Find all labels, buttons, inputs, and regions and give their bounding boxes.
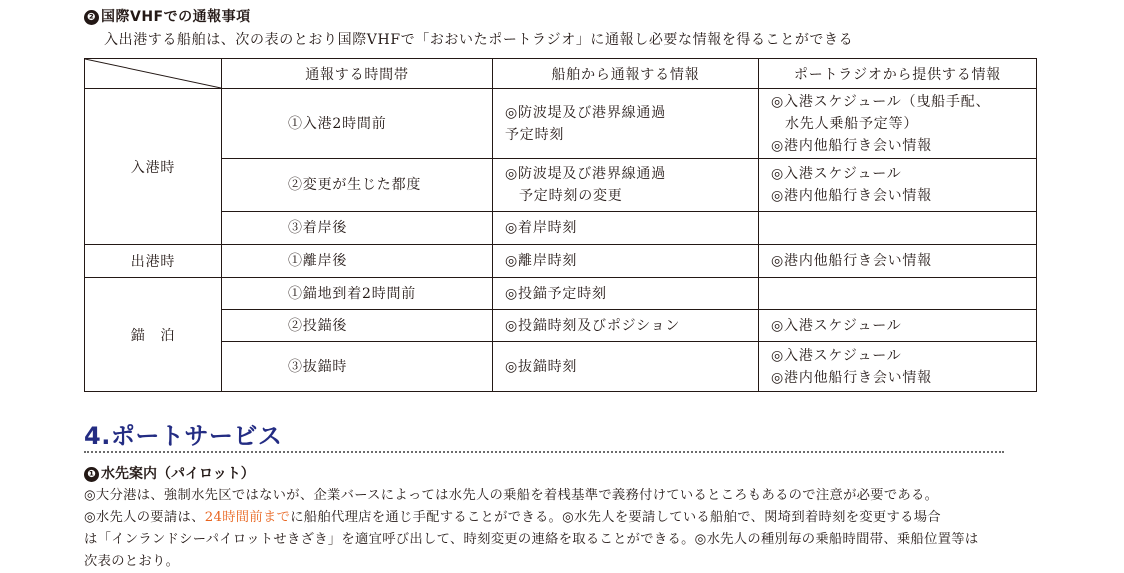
group-label-leaving: 出港時 [85,245,222,278]
cell-line: ◎防波堤及び港界線通過 [505,166,667,182]
time-cell: ①入港2時間前 [222,89,493,159]
ship-info-cell: ◎投錨時刻及びポジション [493,310,759,342]
table-row [85,159,1037,212]
cell-line: ◎防波堤及び港界線通過 [505,104,667,121]
pilot-paragraph [84,485,1044,573]
highlight-deadline: 24時間前まで [204,510,291,525]
ship-info-cell [493,89,759,159]
table-row [85,245,1037,278]
column-header: 通報する時間帯 [222,59,493,89]
dotted-divider [84,451,1004,453]
port-services-title: 4.ポートサービス [84,422,283,450]
time-cell: ①錨地到着2時間前 [222,278,493,310]
table-row [85,310,1037,342]
cell-line: ◎港内他船行き会い情報 [771,369,933,386]
circled-number-icon: ❶ [84,467,99,482]
section-intro: 入出港する船舶は、次の表のとおり国際VHFで「おおいたポートラジオ」に通報し必要な情報を得ることができる [104,32,854,48]
column-header: 船舶から通報する情報 [493,59,759,89]
table-header-row [85,59,1037,89]
section-heading [84,6,251,26]
group-label-anchoring: 錨 泊 [85,278,222,392]
paragraph-line: は「インランドシーパイロットせきざき」を適宜呼び出して、時刻変更の連絡を取ることができる。◎水先人の種別毎の乗船時間帯、乗船位置等は [84,532,979,547]
ship-info-cell: ◎着岸時刻 [493,212,759,245]
table-row [85,89,1037,159]
table-row [85,278,1037,310]
cell-line: ◎入港スケジュール [771,347,902,364]
ship-info-cell: ◎離岸時刻 [493,245,759,278]
cell-line: ◎入港スケジュール（曳船手配、 [771,93,991,110]
paragraph-text: ◎水先人の要請は、 [84,510,205,525]
paragraph-line: ◎大分港は、強制水先区ではないが、企業バースによっては水先人の乗船を着桟基準で義務付けているところもあるので注意が必要である。 [84,488,939,503]
radio-info-cell [759,89,1037,159]
table-row [85,212,1037,245]
radio-info-cell: ◎港内他船行き会い情報 [759,245,1037,278]
column-header: ポートラジオから提供する情報 [759,59,1037,89]
paragraph-text: に船舶代理店を通じ手配することができる。◎水先人を要請している船舶で、関埼到着時刻を変更する場合 [290,510,941,525]
pilot-title: 水先案内（パイロット） [101,466,255,482]
cell-line: ◎港内他船行き会い情報 [771,188,933,204]
time-cell: ③抜錨時 [222,342,493,392]
section-title: 国際VHFでの通報事項 [101,9,251,25]
time-cell: ①離岸後 [222,245,493,278]
cell-line: 水先人乗船予定等） [785,115,919,132]
paragraph-line [84,507,1044,529]
cell-line: ◎港内他船行き会い情報 [771,137,933,154]
diagonal-line [85,59,221,88]
table-row [85,342,1037,392]
radio-info-cell [759,342,1037,392]
radio-info-cell: ◎入港スケジュール [759,310,1037,342]
radio-info-cell [759,159,1037,212]
time-cell: ②投錨後 [222,310,493,342]
ship-info-cell: ◎抜錨時刻 [493,342,759,392]
cell-line: ◎入港スケジュール [771,166,902,182]
vhf-report-table [84,58,1037,392]
radio-info-cell [759,278,1037,310]
time-cell: ②変更が生じた都度 [222,159,493,212]
ship-info-cell [493,159,759,212]
paragraph-line: 次表のとおり。 [84,554,180,569]
cell-line: 予定時刻 [505,126,565,143]
group-label-entering: 入港時 [85,89,222,245]
ship-info-cell: ◎投錨予定時刻 [493,278,759,310]
pilot-heading [84,463,255,483]
circled-number-icon: ❷ [84,10,99,25]
time-cell: ③着岸後 [222,212,493,245]
cell-line: 予定時刻の変更 [519,188,623,204]
radio-info-cell [759,212,1037,245]
diagonal-header-cell [85,59,222,89]
